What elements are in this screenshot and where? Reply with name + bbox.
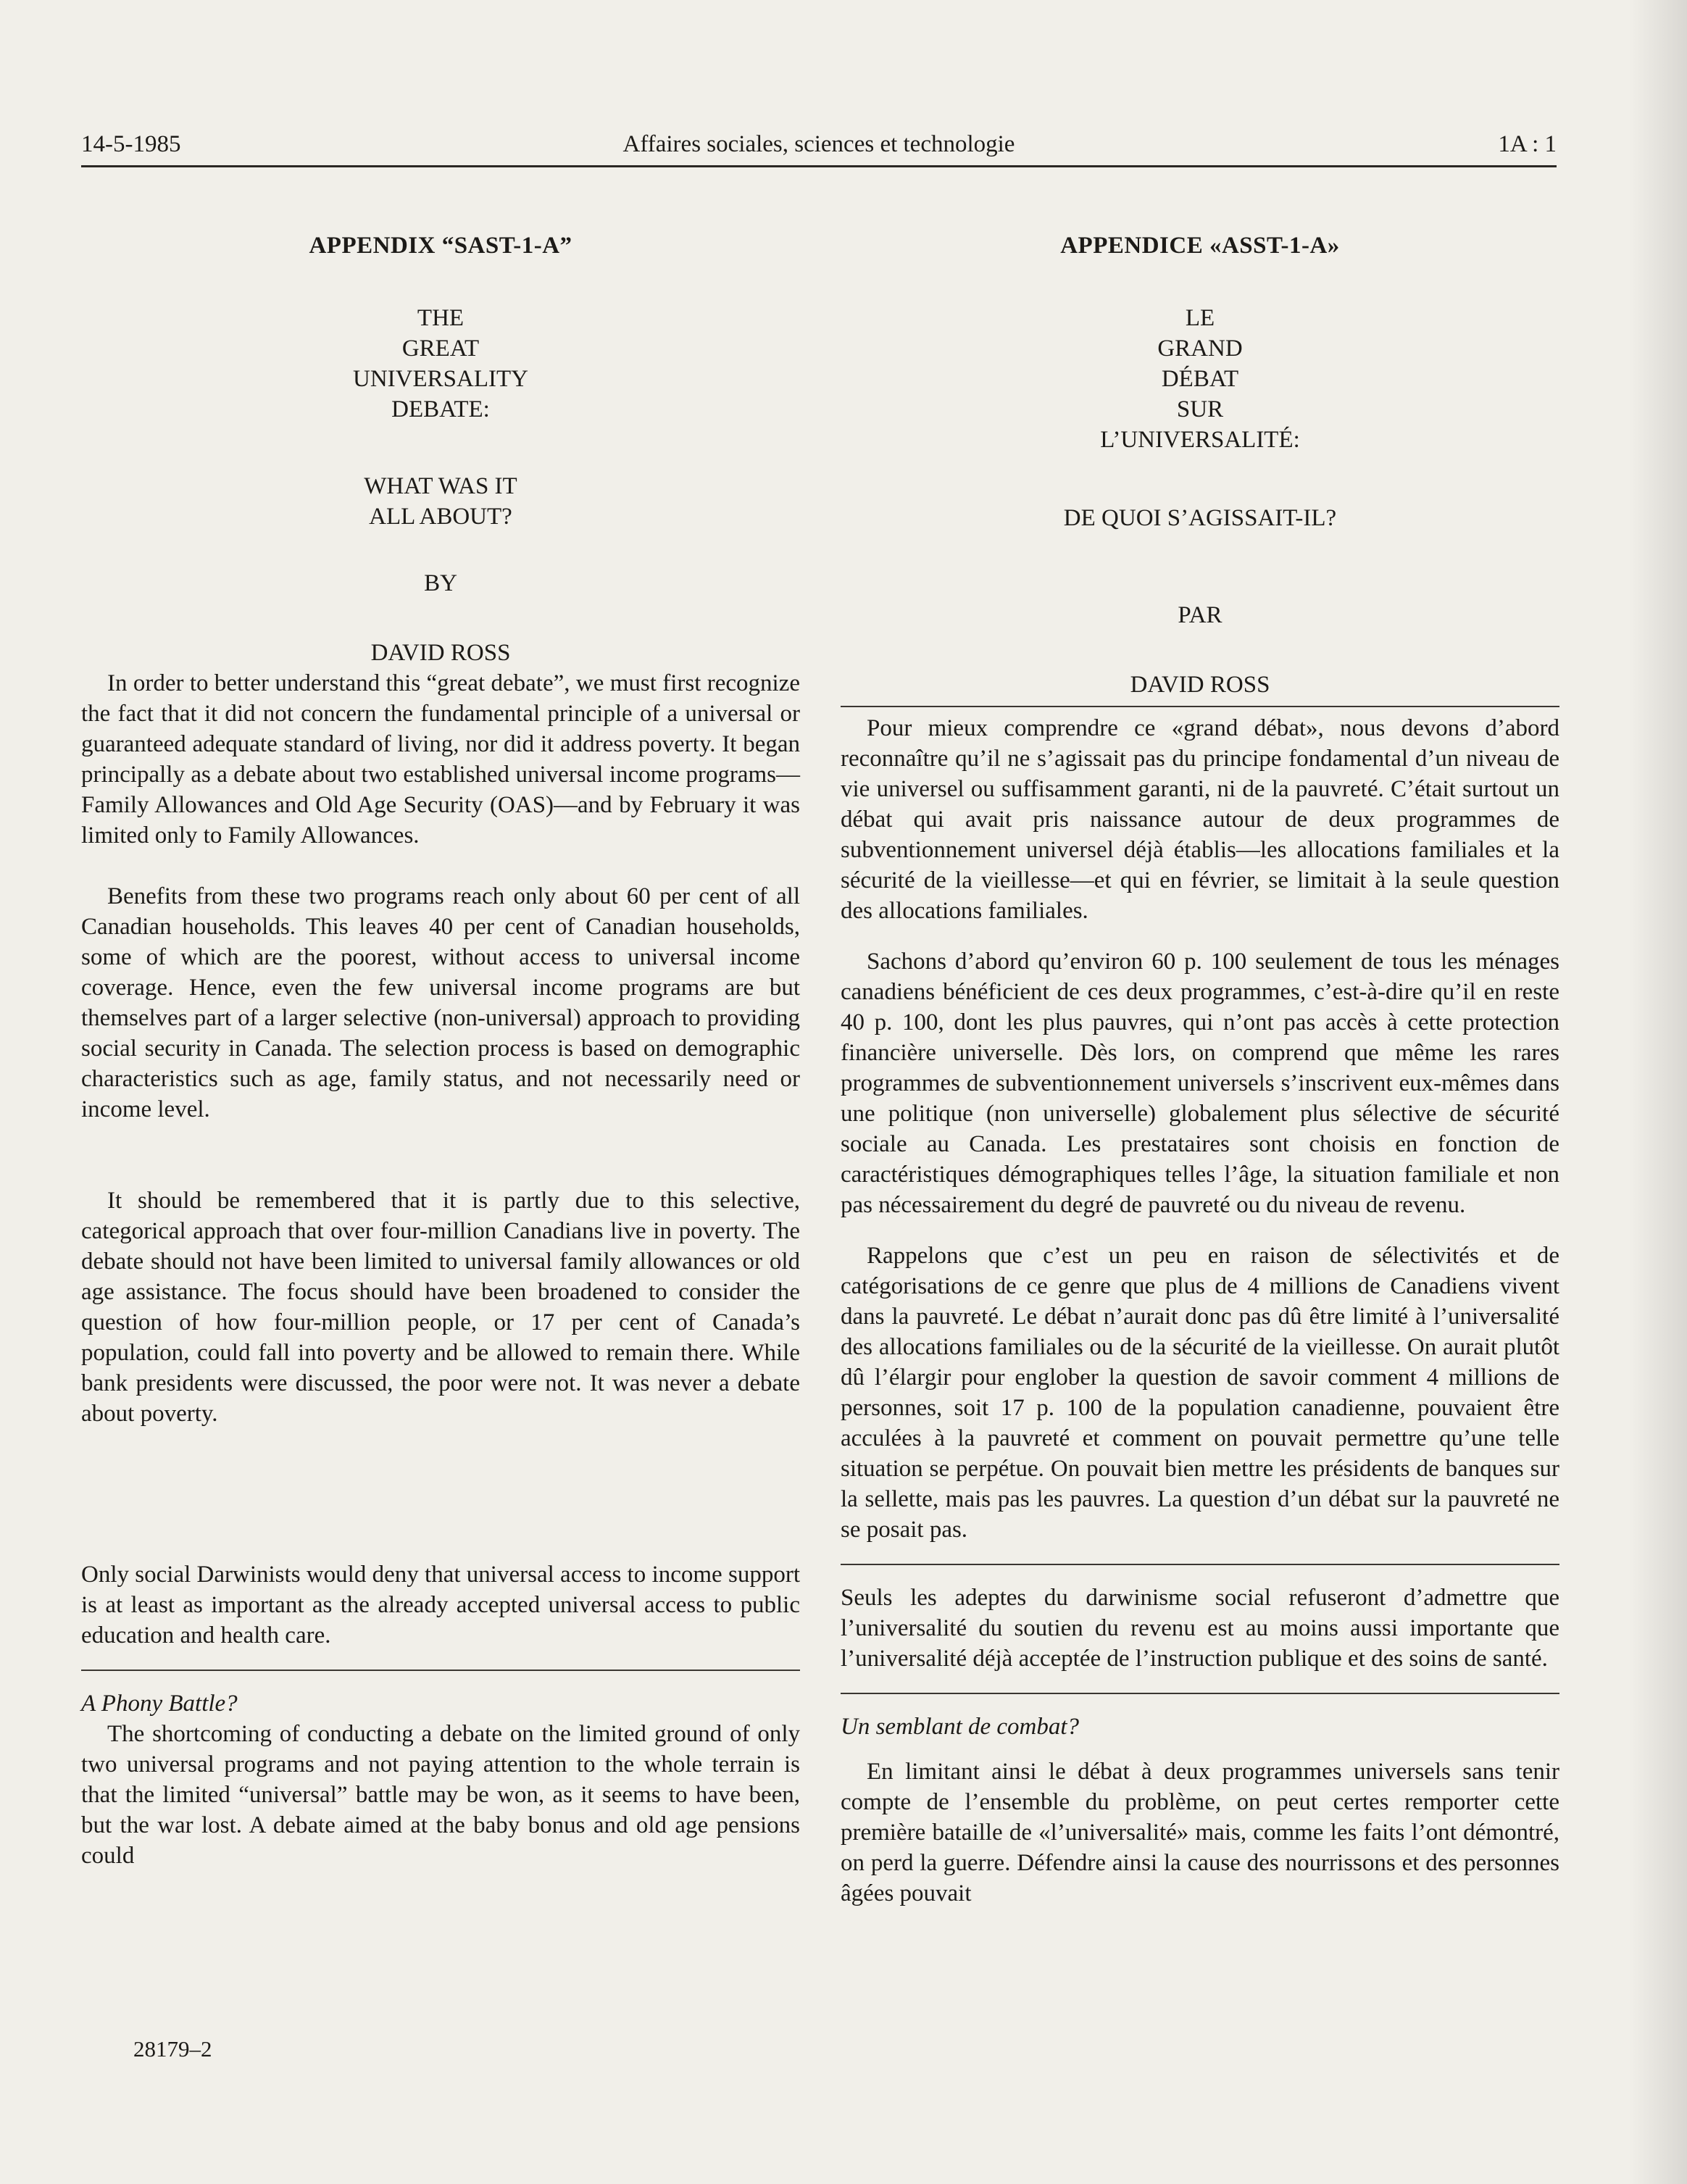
section-divider (841, 1693, 1559, 1694)
title-line: GRAND (1157, 335, 1243, 362)
page-edge-shadow (1629, 0, 1687, 2184)
title-line: DÉBAT (1161, 366, 1239, 392)
article-title (841, 303, 1559, 455)
header-date: 14-5-1985 (81, 131, 181, 157)
french-column (841, 194, 1559, 2020)
title-line: L’UNIVERSALITÉ: (1100, 427, 1300, 453)
paragraph: Sachons d’abord qu’environ 60 p. 100 seulement de tous les ménages canadiens bénéficient de ces deux programmes, c’est-à-dire qu’il en reste 40 p. 100, dont les plus pauvres, qui n’ont pas accès à cette protection financière universelle. Dès lors, on comprend que même les rares programmes de subventionnement universels s’inscrivent eux-mêmes dans une politique (non universelle) globalement plus sélective de sécurité sociale au Canada. Les prestataires sont choisis en fonction de caractéristiques démographiques telles l’âge, la situation familiale et non pas nécessairement du degré de pauvreté ou du niveau de revenu. (841, 949, 1559, 1218)
byline-by: BY (424, 570, 457, 596)
paragraph: Benefits from these two programs reach only about 60 per cent of all Canadian households. This leaves 40 per cent of Canadian households, some of which are the poorest, without access to universal income coverage. Hence, even the few universal income programs are but themselves part of a larger selective (non-universal) approach to providing social security in Canada. The selection process is based on demographic characteristics such as age, family status, and not necessarily need or income level. (81, 883, 800, 1122)
paragraph: En limitant ainsi le débat à deux programmes universels sans tenir compte de l’ensemble du problème, on peut certes remporter cette première bataille de «l’universalité» mais, comme les faits l’ont démontré, on perd la guerre. Défendre ainsi la cause des nourrissons et des personnes âgées pouvait (841, 1759, 1559, 1906)
paragraph: Rappelons que c’est un peu en raison de sélectivités et de catégorisations de ce genre que plus de 4 millions de Canadiens vivent dans la pauvreté. Le débat n’aurait donc pas dû être limité à l’universalité des allocations familiales ou de la sécurité de la vieillesse. On aurait plutôt dû l’élargir pour englober la question de savoir comment 4 millions de personnes, soit 17 p. 100 de la population canadienne, pouvaient être acculées à la pauvreté et comment on pouvait permettre qu’une telle situation se perpétue. On pouvait bien mettre les présidents de banques sur la sellette, mais pas les pauvres. La question d’un débat sur la pauvreté ne se posait pas. (841, 1243, 1559, 1543)
article-subtitle (81, 471, 800, 532)
article-subtitle: DE QUOI S’AGISSAIT-IL? (1063, 505, 1337, 531)
title-line: LE (1185, 305, 1215, 331)
paragraph: It should be remembered that it is partly due to this selective, categorical approach that over four-million Canadians live in poverty. The debate should not have been limited to universal family allowances or old age assistance. The focus should have been broadened to consider the question of how four-million people, or 17 per cent of Canada’s population, could fall into poverty and be allowed to remain there. While bank presidents were discussed, the poor were not. It was never a debate about poverty. (81, 1188, 800, 1427)
author-name: DAVID ROSS (370, 640, 511, 666)
appendix-heading: APPENDICE «ASST-1-A» (1060, 233, 1340, 259)
section-divider (841, 706, 1559, 707)
header-page-number: 1A : 1 (1498, 131, 1557, 157)
title-line: UNIVERSALITY (353, 366, 528, 392)
subtitle-line: ALL ABOUT? (369, 504, 512, 530)
byline-by: PAR (1178, 602, 1222, 628)
section-divider (841, 1564, 1559, 1565)
paragraph: Only social Darwinists would deny that universal access to income support is at least as important as the already accepted universal access to public education and health care. (81, 1562, 800, 1649)
section-heading: Un semblant de combat? (841, 1714, 1080, 1740)
title-line: SUR (1176, 396, 1224, 422)
section-heading: A Phony Battle? (81, 1691, 238, 1717)
paragraph: Seuls les adeptes du darwinisme social refuseront d’admettre que l’universalité du soutien du revenu est au moins aussi importante que l’universalité déjà acceptée de l’instruction publique et des soins de santé. (841, 1585, 1559, 1672)
english-column (81, 194, 800, 2020)
article-title (81, 303, 800, 425)
author-name: DAVID ROSS (1130, 672, 1270, 698)
paragraph: The shortcoming of conducting a debate on the limited ground of only two universal programs and not paying attention to the whole terrain is that the limited “universal” battle may be won, as it seems to have been, but the war lost. A debate aimed at the baby bonus and old age pensions could (81, 1721, 800, 1869)
header-title: Affaires sociales, sciences et technologie (622, 131, 1015, 157)
appendix-heading: APPENDIX “SAST-1-A” (309, 233, 572, 259)
page-footer-code: 28179–2 (133, 2036, 212, 2062)
paragraph: Pour mieux comprendre ce «grand débat», nous devons d’abord reconnaître qu’il ne s’agissait pas du principe fondamental d’un niveau de vie universel ou suffisamment garanti, ni de la pauvreté. C’était surtout un débat qui avait pris naissance autour de deux programmes de subventionnement universel déjà établis—les allocations familiales et la sécurité de la vieillesse—et qui en février, se limitait à la seule question des allocations familiales. (841, 715, 1559, 924)
subtitle-line: WHAT WAS IT (364, 473, 517, 499)
section-divider (81, 1670, 800, 1671)
page-header (81, 122, 1557, 167)
title-line: THE (417, 305, 465, 331)
title-line: DEBATE: (391, 396, 490, 422)
paragraph: In order to better understand this “great debate”, we must first recognize the fact that it did not concern the fundamental principle of a universal or guaranteed adequate standard of living, nor did it address poverty. It began principally as a debate about two established universal income programs—Family Allowances and Old Age Security (OAS)—and by February it was limited only to Family Allowances. (81, 670, 800, 849)
title-line: GREAT (401, 335, 480, 362)
